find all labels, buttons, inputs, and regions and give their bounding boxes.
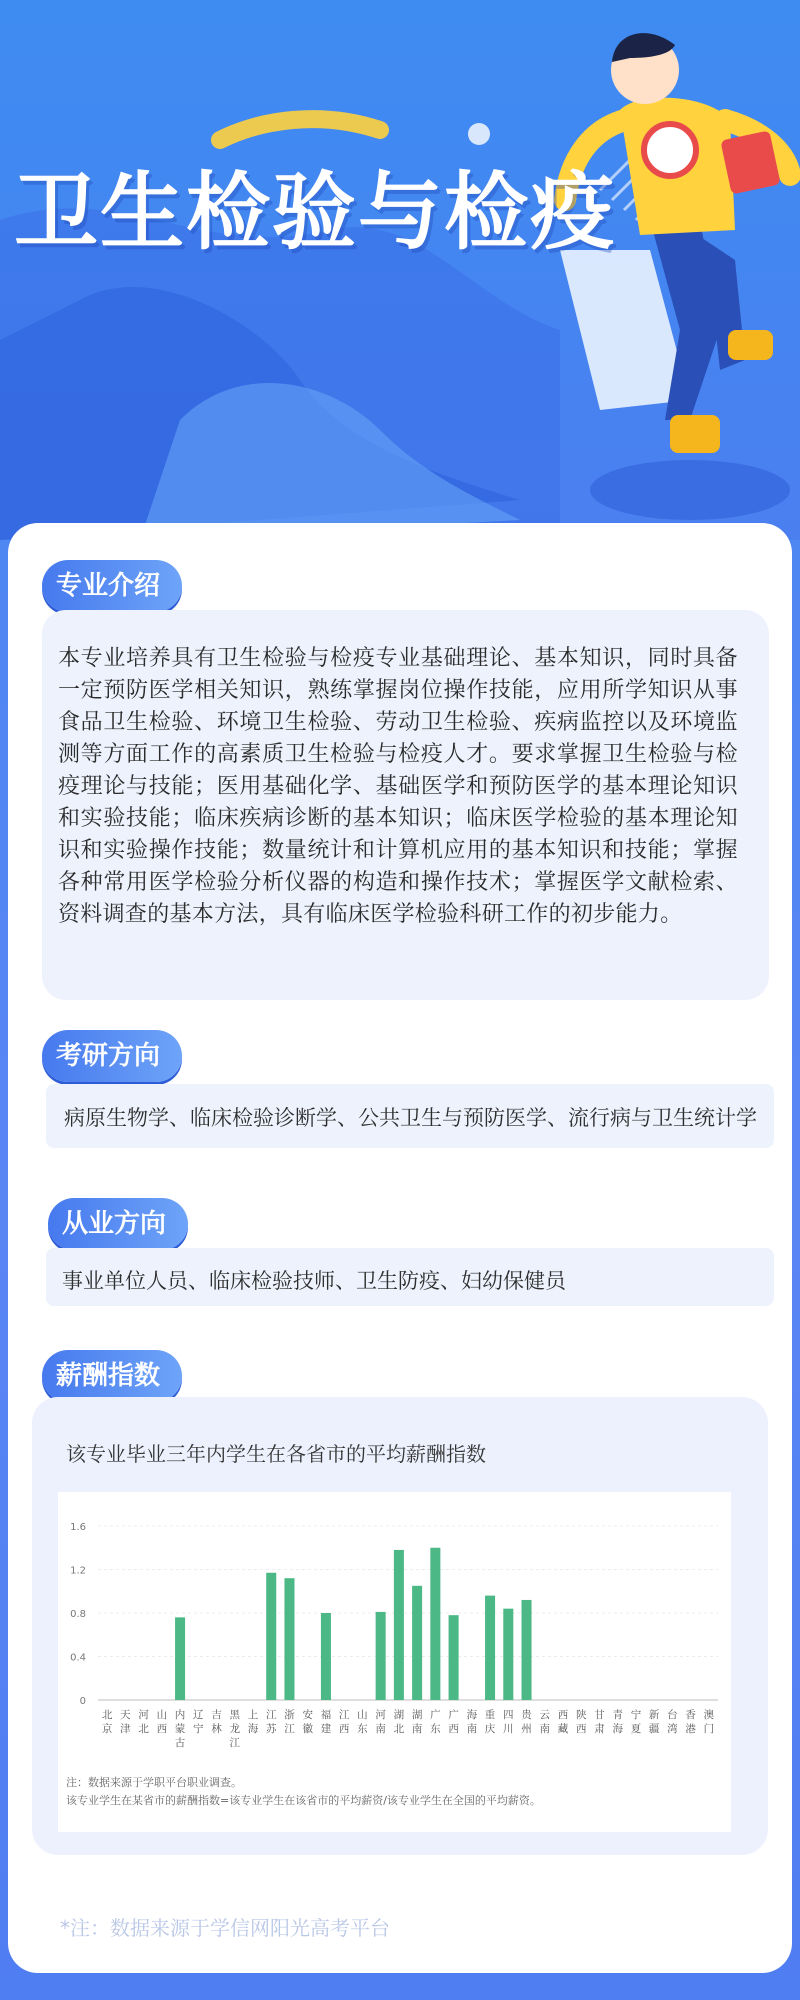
x-tick-label: 西藏 <box>557 1709 569 1735</box>
bar-广东 <box>430 1548 440 1700</box>
chart-note-formula: 该专业学生在某省市的薪酬指数=该专业学生在该省市的平均薪资/该专业学生在全国的平均薪资。 <box>66 1794 541 1807</box>
y-tick-label: 0.4 <box>70 1652 86 1664</box>
x-tick-label: 江苏 <box>265 1709 277 1735</box>
y-tick-label: 1.2 <box>70 1565 86 1577</box>
x-tick-label: 湖北 <box>393 1709 405 1735</box>
bar-江苏 <box>266 1573 276 1700</box>
x-tick-label: 新疆 <box>648 1709 660 1735</box>
x-tick-label: 海南 <box>466 1709 478 1735</box>
x-tick-label: 四川 <box>503 1709 514 1735</box>
x-tick-label: 吉林 <box>211 1709 222 1735</box>
x-tick-label: 广东 <box>430 1709 441 1735</box>
x-tick-label: 内蒙古 <box>174 1709 186 1749</box>
bar-河南 <box>376 1612 386 1700</box>
y-tick-label: 0.8 <box>70 1609 86 1620</box>
x-tick-label: 河北 <box>138 1709 149 1735</box>
x-tick-label: 江西 <box>338 1709 350 1735</box>
chart-note-source: 注：数据来源于学职平台职业调查。 <box>66 1776 242 1789</box>
x-tick-label: 宁夏 <box>630 1709 642 1735</box>
footer-note: *注：数据来源于学信网阳光高考平台 <box>60 1916 390 1940</box>
x-tick-label: 北京 <box>101 1709 113 1735</box>
bar-浙江 <box>284 1578 294 1700</box>
x-tick-label: 河南 <box>375 1709 386 1735</box>
x-tick-label: 山西 <box>156 1709 168 1735</box>
x-tick-label: 甘肃 <box>594 1709 605 1735</box>
x-tick-label: 安徽 <box>302 1709 313 1735</box>
x-tick-label: 福建 <box>320 1709 332 1735</box>
bar-四川 <box>503 1609 513 1700</box>
x-tick-label: 香港 <box>685 1709 696 1735</box>
x-tick-label: 陕西 <box>575 1709 587 1735</box>
page-title: 卫生检验与检疫 <box>14 163 617 261</box>
x-tick-label: 贵州 <box>521 1709 532 1735</box>
x-tick-label: 台湾 <box>667 1709 678 1735</box>
x-tick-label: 云南 <box>539 1709 551 1735</box>
bar-重庆 <box>485 1596 495 1700</box>
bar-湖南 <box>412 1586 422 1700</box>
x-tick-label: 重庆 <box>484 1709 496 1735</box>
x-tick-label: 辽宁 <box>193 1709 204 1735</box>
x-tick-label: 黑龙江 <box>229 1709 241 1749</box>
x-tick-label: 广西 <box>448 1709 459 1735</box>
y-tick-label: 0 <box>79 1696 86 1707</box>
x-tick-label: 山东 <box>357 1709 368 1735</box>
x-tick-label: 浙江 <box>284 1709 295 1735</box>
career-text: 事业单位人员、临床检验技师、卫生防疫、妇幼保健员 <box>62 1269 566 1293</box>
bar-湖北 <box>394 1550 404 1700</box>
chart-subtitle: 该专业毕业三年内学生在各省市的平均薪酬指数 <box>66 1442 486 1466</box>
x-tick-label: 湖南 <box>411 1709 423 1735</box>
section-label-salary: 薪酬指数 <box>42 1350 182 1402</box>
section-label-intro: 专业介绍 <box>42 560 182 612</box>
bar-福建 <box>321 1613 331 1700</box>
section-label-career: 从业方向 <box>48 1198 188 1250</box>
grad-text: 病原生物学、临床检验诊断学、公共卫生与预防医学、流行病与卫生统计学 <box>64 1106 757 1130</box>
x-tick-label: 澳门 <box>703 1709 715 1735</box>
bar-内蒙古 <box>175 1617 185 1700</box>
intro-text: 本专业培养具有卫生检验与检疫专业基础理论、基本知识，同时具备一定预防医学相关知识，熟练掌握岗位操作技能，应用所学知识从事食品卫生检验、环境卫生检验、劳动卫生检验、疾病监控以及环境监测等方面工作的高素质卫生检验与检疫人才。要求掌握卫生检验与检疫理论与技能；医用基础化学、基础医学和预防医学的基本理论知识和实验技能；临床疾病诊断的基本知识；临床医学检验的基本理论知识和实验操作技能；数量统计和计算机应用的基本知识和技能；掌握各种常用医学检验分析仪器的构造和操作技术；掌握医学文献检索、资料调查的基本方法，具有临床医学检验科研工作的初步能力。 <box>58 646 738 927</box>
y-tick-label: 1.6 <box>70 1522 86 1533</box>
bar-贵州 <box>522 1600 532 1700</box>
x-tick-label: 青海 <box>612 1709 623 1735</box>
hero-banner <box>0 0 800 540</box>
hero-illustration <box>0 0 800 540</box>
section-label-grad: 考研方向 <box>42 1030 182 1082</box>
bar-广西 <box>449 1615 459 1700</box>
x-tick-label: 上海 <box>247 1709 259 1735</box>
x-tick-label: 天津 <box>120 1709 131 1735</box>
